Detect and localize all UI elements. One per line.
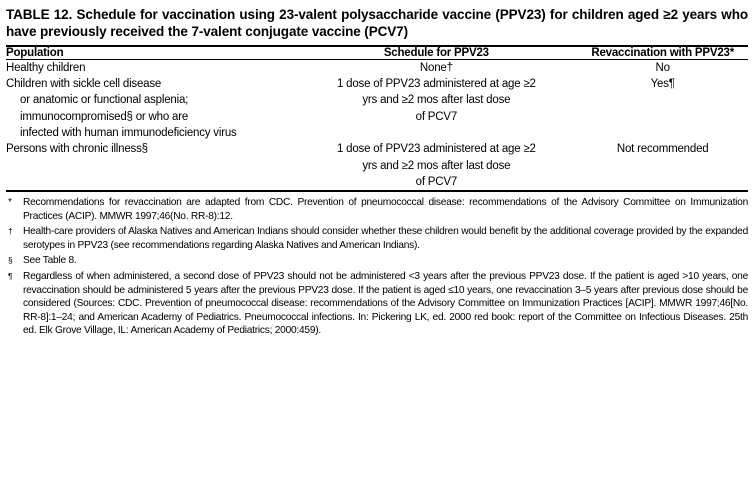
column-header-revaccination: Revaccination with PPV23* [591, 46, 734, 59]
footnote-text: Recommendations for revaccination are adapted from CDC. Prevention of pneumococcal disease: recommendations of the Advisory Committee on Immunization Practices (ACIP). MMWR 1997;46(No. RR-8):12. [23, 197, 748, 222]
cell-schedule [295, 76, 577, 141]
table-number: TABLE 12. [6, 7, 73, 22]
schedule-line: yrs and ≥2 mos after last dose [362, 159, 511, 172]
schedule-line: 1 dose of PPV23 administered at age ≥2 [336, 143, 536, 156]
table-row [6, 76, 748, 141]
footnote-text: Health-care providers of Alaska Natives and American Indians should consider whether these children would benefit by the additional coverage provided by the expanded serotypes in PPV23 (see recommendations regarding Alaska Natives and American Indians). [23, 226, 748, 251]
schedule-line: None† [419, 61, 453, 74]
cell-schedule [295, 141, 577, 190]
table-caption [6, 6, 748, 41]
population-line: Healthy children [6, 61, 86, 74]
table-row [6, 60, 748, 76]
header-row [6, 47, 748, 59]
cell-revaccination [577, 141, 748, 190]
footnote-item [6, 225, 748, 252]
footnote-item [6, 254, 748, 268]
cell-revaccination [577, 76, 748, 141]
population-line: immunocompromised§ or who are [20, 110, 189, 123]
revaccination-line: No [655, 61, 670, 74]
footnote-text: Regardless of when administered, a second dose of PPV23 should not be administered <3 years after the previous PPV23 dose. If the patient is aged >10 years, one revaccination should be administered 5 years after the previous PPV23 dose. If the patient is aged ≤10 years, one revaccination 3–5 years after previous dose should be considered (Sources: CDC. Prevention of pneumococcal disease: recommendations of the Advisory Committee on Immunization Practices [ACIP]. MMWR 1997;46[No. RR-8]:1–24; and American Academy of Pediatrics. Pneumococcal infections. In: Pickering LK, ed. 2000 red book: report of the Committee on Infectious Diseases. 25th ed. Elk Grove Village, IL: American Academy of Pediatrics; 2000:459). [23, 270, 748, 337]
population-line: Children with sickle cell disease [6, 77, 162, 90]
revaccination-line: Not recommended [616, 143, 709, 156]
vaccination-schedule-table [6, 47, 748, 59]
column-header-population: Population [6, 46, 64, 59]
cell-schedule [295, 60, 577, 76]
column-header-schedule: Schedule for PPV23 [383, 46, 489, 59]
footnotes [6, 196, 748, 338]
cell-revaccination [577, 60, 748, 76]
table-header [6, 47, 748, 59]
population-line: or anatomic or functional asplenia; [20, 94, 189, 107]
schedule-line: 1 dose of PPV23 administered at age ≥2 [336, 77, 536, 90]
footnote-marker: ¶ [8, 270, 13, 281]
population-line: infected with human immunodeficiency virus [20, 126, 237, 139]
footnote-text: See Table 8. [23, 255, 77, 267]
footnote-item [6, 270, 748, 338]
footnote-item [6, 196, 748, 223]
schedule-line: of PCV7 [415, 110, 458, 123]
footnote-marker: * [8, 197, 12, 209]
footnote-marker: † [8, 226, 13, 237]
vaccination-schedule-body [6, 60, 748, 191]
footnote-marker: § [8, 255, 13, 266]
schedule-line: yrs and ≥2 mos after last dose [362, 94, 511, 107]
cell-population [6, 141, 295, 190]
schedule-line: of PCV7 [415, 175, 458, 188]
population-line: Persons with chronic illness§ [6, 143, 148, 156]
cell-population [6, 76, 295, 141]
table-row [6, 141, 748, 190]
rule-bottom [6, 190, 748, 192]
table-title: Schedule for vaccination using 23-valent polysaccharide vaccine (PPV23) for children aged ≥2 years who have previously received the 7-valent conjugate vaccine (PCV7) [6, 7, 748, 40]
cell-population [6, 60, 295, 76]
revaccination-line: Yes¶ [650, 77, 675, 90]
